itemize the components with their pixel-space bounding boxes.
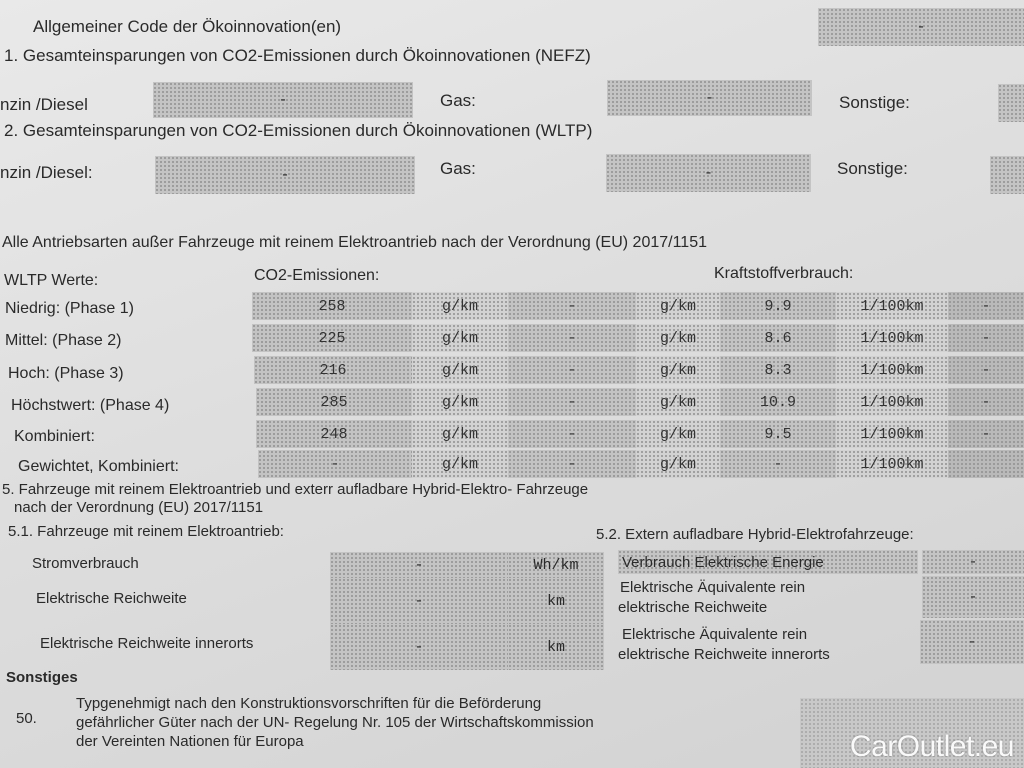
electric-range-city-label: Elektrische Reichweite innerorts	[40, 635, 254, 652]
section5-title-line1: 5. Fahrzeuge mit reinem Elektroantrieb und exterr aufladbare Hybrid-Elektro- Fahrzeuge	[2, 481, 589, 498]
fuel-unit: 1/100km	[836, 292, 948, 320]
equivalent-range-value: -	[922, 576, 1024, 618]
fuel-unit: 1/100km	[836, 356, 948, 384]
nefz-heading: 1. Gesamteinsparungen von CO2-Emissionen durch Ökoinnovationen (NEFZ)	[4, 46, 591, 65]
alt-value: -	[508, 324, 636, 352]
electric-range-unit: km	[508, 578, 604, 624]
row-label-phase2: Mittel: (Phase 2)	[5, 332, 122, 349]
general-code-label: Allgemeiner Code der Ökoinnovation(en)	[33, 17, 342, 36]
wltp-gas-value: -	[606, 154, 811, 192]
fuel-unit: 1/100km	[836, 450, 948, 478]
extra-value: -	[948, 292, 1024, 320]
section4-title: Alle Antriebsarten außer Fahrzeuge mit reinem Elektroantrieb nach der Verordnung (EU) 2017/1151	[2, 234, 707, 251]
alt-unit: g/km	[636, 388, 720, 416]
nefz-sonstige-label: Sonstige:	[839, 93, 910, 112]
co2-unit: g/km	[412, 356, 508, 384]
electric-energy-consumption-label: Verbrauch Elektrische Energie	[622, 554, 824, 571]
row-label-phase4: Höchstwert: (Phase 4)	[11, 397, 170, 414]
row-label-weighted-combined: Gewichtet, Kombiniert:	[18, 458, 179, 475]
fuel-value: 10.9	[720, 388, 836, 416]
wltp-values-header: WLTP Werte:	[4, 272, 99, 289]
nefz-benzin-label: nzin /Diesel	[0, 95, 88, 114]
alt-unit: g/km	[636, 420, 720, 448]
wltp-heading: 2. Gesamteinsparungen von CO2-Emissionen durch Ökoinnovationen (WLTP)	[4, 121, 593, 140]
equivalent-range-label-line2: elektrische Reichweite	[618, 599, 768, 616]
wltp-sonstige-label: Sonstige:	[837, 159, 908, 178]
co2-value: 258	[252, 292, 412, 320]
co2-value: 285	[256, 388, 412, 416]
extra-value: -	[948, 420, 1024, 448]
general-code-value: -	[818, 8, 1024, 46]
remark-line2: gefährlicher Güter nach der UN- Regelung Nr. 105 der Wirtschaftskommission	[76, 714, 594, 731]
electric-consumption-value: -	[330, 552, 508, 578]
equivalent-range-city-label-line1: Elektrische Äquivalente rein	[622, 626, 808, 643]
remark-number: 50.	[16, 710, 37, 727]
alt-unit: g/km	[636, 450, 720, 478]
alt-value: -	[508, 450, 636, 478]
electric-range-label: Elektrische Reichweite	[36, 590, 187, 607]
remark-line1: Typgenehmigt nach den Konstruktionsvorschriften für die Beförderung	[76, 695, 542, 712]
fuel-consumption-header: Kraftstoffverbrauch:	[714, 265, 854, 282]
fuel-value: 8.3	[720, 356, 836, 384]
electric-range-value: -	[330, 578, 508, 624]
alt-value: -	[508, 420, 636, 448]
nefz-sonstige-value	[998, 84, 1024, 122]
alt-value: -	[508, 356, 636, 384]
extra-value: -	[948, 356, 1024, 384]
fuel-value: -	[720, 450, 836, 478]
nefz-gas-label: Gas:	[440, 91, 476, 110]
electric-energy-consumption-value: -	[922, 550, 1024, 574]
fuel-value: 8.6	[720, 324, 836, 352]
electric-consumption-unit: Wh/km	[508, 552, 604, 578]
alt-value: -	[508, 388, 636, 416]
fuel-unit: 1/100km	[836, 388, 948, 416]
wltp-benzin-label: nzin /Diesel:	[0, 163, 93, 182]
co2-unit: g/km	[412, 292, 508, 320]
wltp-benzin-value: -	[155, 156, 415, 194]
remark-line3: der Vereinten Nationen für Europa	[76, 733, 304, 750]
row-label-phase3: Hoch: (Phase 3)	[8, 365, 124, 382]
electric-range-city-value: -	[330, 624, 508, 670]
extra-value	[948, 450, 1024, 478]
nefz-gas-value: -	[607, 80, 812, 116]
co2-unit: g/km	[412, 388, 508, 416]
caroutlet-watermark: CarOutlet.eu	[849, 730, 1014, 763]
co2-value: 225	[252, 324, 412, 352]
wltp-sonstige-value	[990, 156, 1024, 194]
extra-value: -	[948, 388, 1024, 416]
row-label-phase1: Niedrig: (Phase 1)	[5, 300, 134, 317]
electric-range-city-unit: km	[508, 624, 604, 670]
co2-unit: g/km	[412, 324, 508, 352]
wltp-gas-label: Gas:	[440, 159, 476, 178]
fuel-unit: 1/100km	[836, 420, 948, 448]
co2-value: 216	[254, 356, 412, 384]
alt-unit: g/km	[636, 356, 720, 384]
sub2-title: 5.2. Extern aufladbare Hybrid-Elektrofahrzeuge:	[596, 526, 914, 543]
co2-value: -	[258, 450, 412, 478]
fuel-value: 9.9	[720, 292, 836, 320]
equivalent-range-city-label-line2: elektrische Reichweite innerorts	[618, 646, 830, 663]
alt-unit: g/km	[636, 292, 720, 320]
co2-emissions-header: CO2-Emissionen:	[254, 267, 380, 284]
fuel-unit: 1/100km	[836, 324, 948, 352]
alt-value: -	[508, 292, 636, 320]
fuel-value: 9.5	[720, 420, 836, 448]
electric-consumption-label: Stromverbrauch	[32, 555, 139, 572]
section5-title-line2: nach der Verordnung (EU) 2017/1151	[14, 499, 264, 516]
co2-unit: g/km	[412, 420, 508, 448]
sub1-title: 5.1. Fahrzeuge mit reinem Elektroantrieb:	[8, 523, 284, 540]
sonstiges-title: Sonstiges	[6, 669, 78, 686]
row-label-combined: Kombiniert:	[14, 428, 95, 445]
alt-unit: g/km	[636, 324, 720, 352]
equivalent-range-label-line1: Elektrische Äquivalente rein	[620, 579, 806, 596]
equivalent-range-city-value: -	[920, 620, 1024, 664]
co2-unit: g/km	[412, 450, 508, 478]
extra-value: -	[948, 324, 1024, 352]
co2-value: 248	[256, 420, 412, 448]
nefz-benzin-value: -	[153, 82, 413, 118]
